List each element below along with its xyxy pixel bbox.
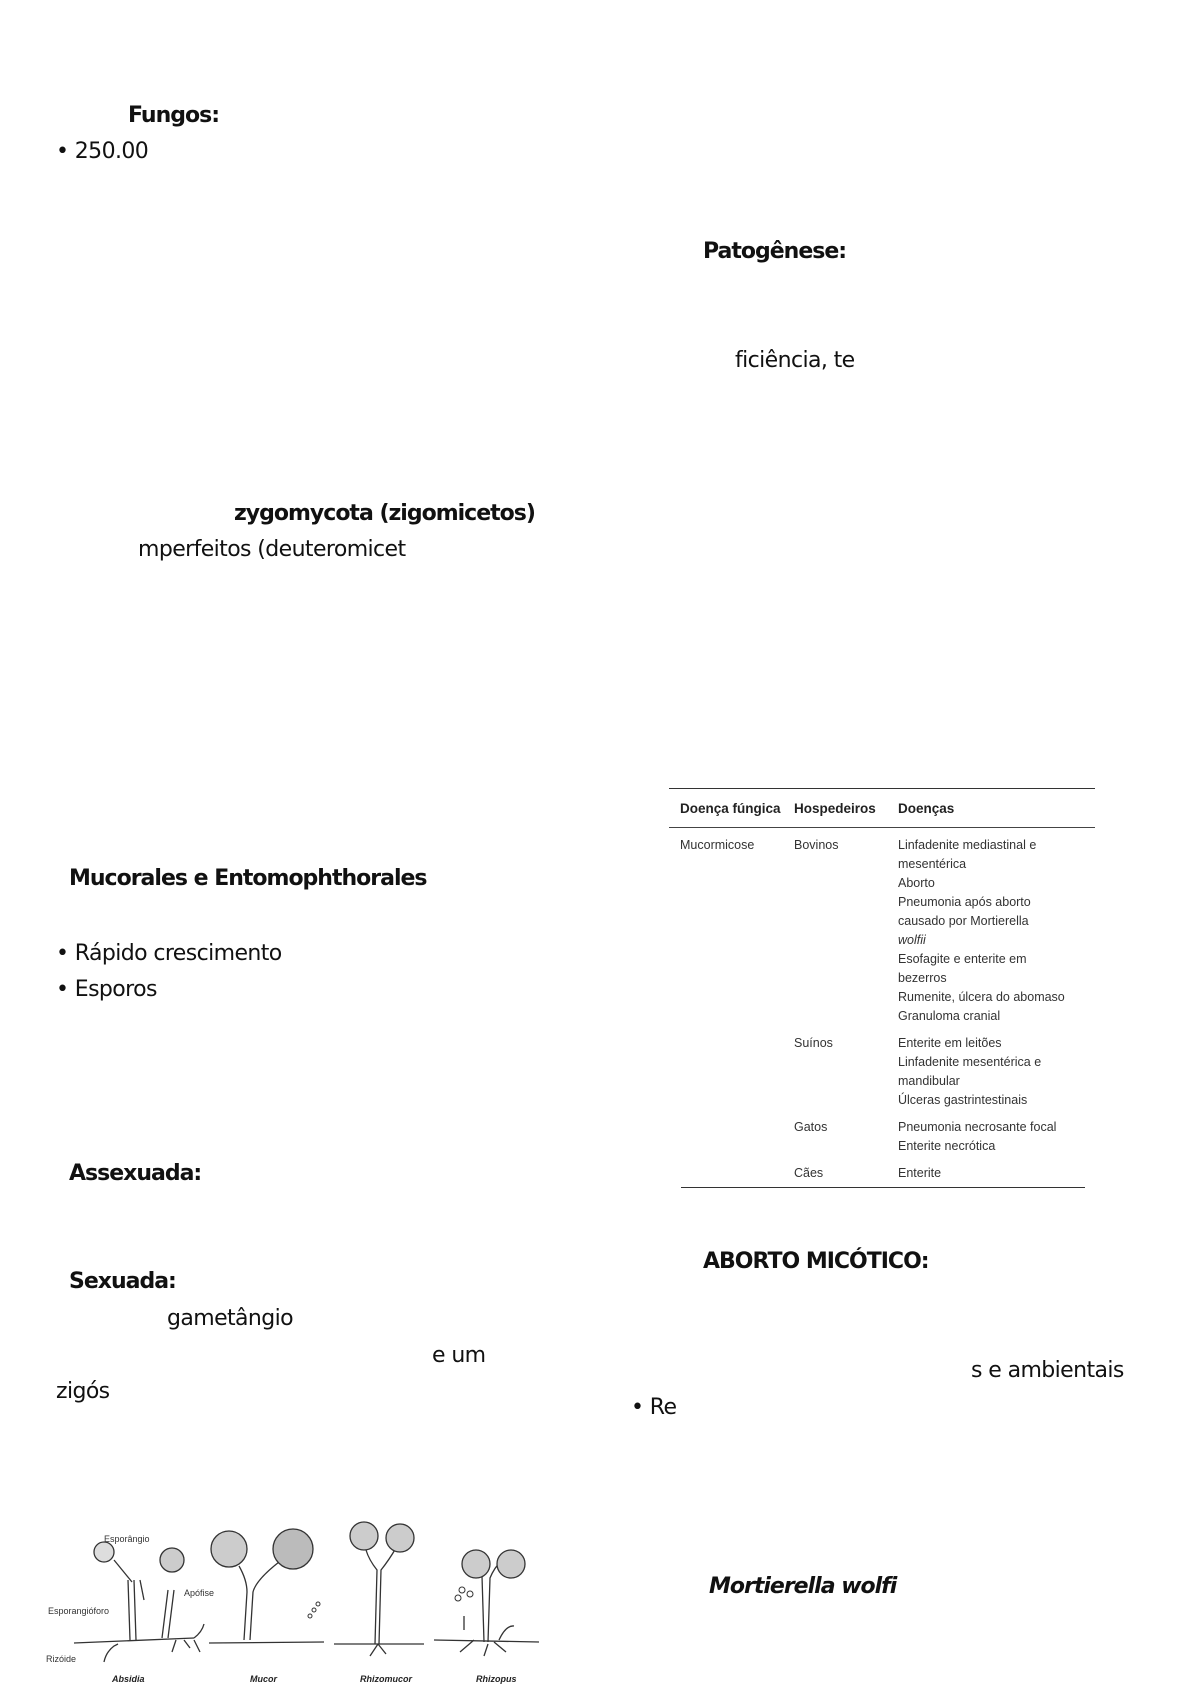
cell-host: Bovinos [794, 838, 839, 852]
table-row [669, 1110, 1095, 1156]
cell-disease: Mucormicose [680, 838, 755, 852]
disease-line: bezerros [898, 971, 947, 985]
bullet-esporos: • Esporos [56, 977, 157, 1002]
sporangium-icon [462, 1550, 490, 1578]
disease-line: Pneumonia após aborto [898, 895, 1031, 909]
mucorales-sporangia-figure [44, 1520, 544, 1684]
disease-line: wolfii [898, 933, 926, 947]
table-row [669, 828, 1095, 1026]
cell-diseases [898, 1034, 1095, 1110]
cell-host: Cães [794, 1166, 824, 1180]
sporangium-icon [350, 1522, 378, 1550]
heading-patogenese: Patogênese: [703, 239, 847, 264]
disease-line: Linfadenite mediastinal e [898, 838, 1037, 852]
heading-aborto-micotico: ABORTO MICÓTICO: [703, 1249, 929, 1274]
table-row [669, 1026, 1095, 1110]
label-apofise: Apófise [184, 1588, 215, 1598]
text-deficiencia: ficiência, te [735, 348, 855, 373]
table-header-row [669, 789, 1095, 827]
bullet-250: • 250.00 [56, 139, 149, 164]
species-rhizopus: Rhizopus [476, 1674, 517, 1684]
disease-line: Linfadenite mesentérica e [898, 1055, 1042, 1069]
text-e-um: e um [432, 1343, 486, 1368]
disease-line: Enterite necrótica [898, 1139, 996, 1153]
sporangium-icon [160, 1548, 184, 1572]
sporangium-icon [386, 1524, 414, 1552]
disease-line: Enterite em leitões [898, 1036, 1002, 1050]
bullet-rapido-crescimento: • Rápido crescimento [56, 941, 282, 966]
disease-line: Granuloma cranial [898, 1009, 1001, 1023]
header-doencas: Doenças [898, 800, 955, 816]
disease-line: Rumenite, úlcera do abomaso [898, 990, 1065, 1004]
text-ambientais: s e ambientais [971, 1358, 1124, 1383]
cell-diseases [898, 1118, 1095, 1156]
disease-line: Esofagite e enterite em [898, 952, 1027, 966]
bullet-re: • Re [631, 1395, 677, 1420]
header-doenca-fungica: Doença fúngica [680, 800, 781, 816]
disease-line: Úlceras gastrintestinais [898, 1093, 1028, 1107]
cell-diseases [898, 836, 1095, 1026]
sporangium-icon [94, 1542, 114, 1562]
table-row [669, 1156, 1095, 1187]
heading-zygomycota: zygomycota (zigomicetos) [234, 501, 535, 526]
fungal-disease-table [669, 788, 1095, 1188]
table-bottom-rule [681, 1187, 1085, 1188]
text-imperfeitos: mperfeitos (deuteromicet [138, 537, 406, 562]
label-esporangioforo: Esporangióforo [48, 1606, 110, 1616]
disease-line: Pneumonia necrosante focal [898, 1120, 1057, 1134]
disease-line: Enterite [898, 1166, 942, 1180]
heading-sexuada: Sexuada: [69, 1269, 176, 1294]
cell-host: Gatos [794, 1120, 828, 1134]
disease-line: causado por Mortierella [898, 914, 1029, 928]
cell-diseases [898, 1164, 1095, 1183]
heading-mucorales: Mucorales e Entomophthorales [69, 866, 427, 891]
sporangium-icon [211, 1531, 247, 1567]
disease-line: mandibular [898, 1074, 960, 1088]
species-absidia: Absidia [112, 1674, 145, 1684]
disease-line: mesentérica [898, 857, 967, 871]
sporangium-icon [273, 1529, 313, 1569]
sporangium-icon [497, 1550, 525, 1578]
heading-fungos: Fungos: [128, 103, 220, 128]
text-gametangio: gametângio [167, 1306, 294, 1331]
label-esporangio: Esporângio [104, 1534, 150, 1544]
heading-mortierella: Mortierella wolfi [709, 1574, 897, 1599]
text-zigos: zigós [56, 1379, 110, 1404]
header-hospedeiros: Hospedeiros [794, 800, 876, 816]
cell-host: Suínos [794, 1036, 833, 1050]
disease-line: Aborto [898, 876, 935, 890]
heading-assexuada: Assexuada: [69, 1161, 202, 1186]
label-rizoide: Rizóide [46, 1654, 77, 1664]
species-rhizomucor: Rhizomucor [360, 1674, 413, 1684]
species-mucor: Mucor [250, 1674, 277, 1684]
